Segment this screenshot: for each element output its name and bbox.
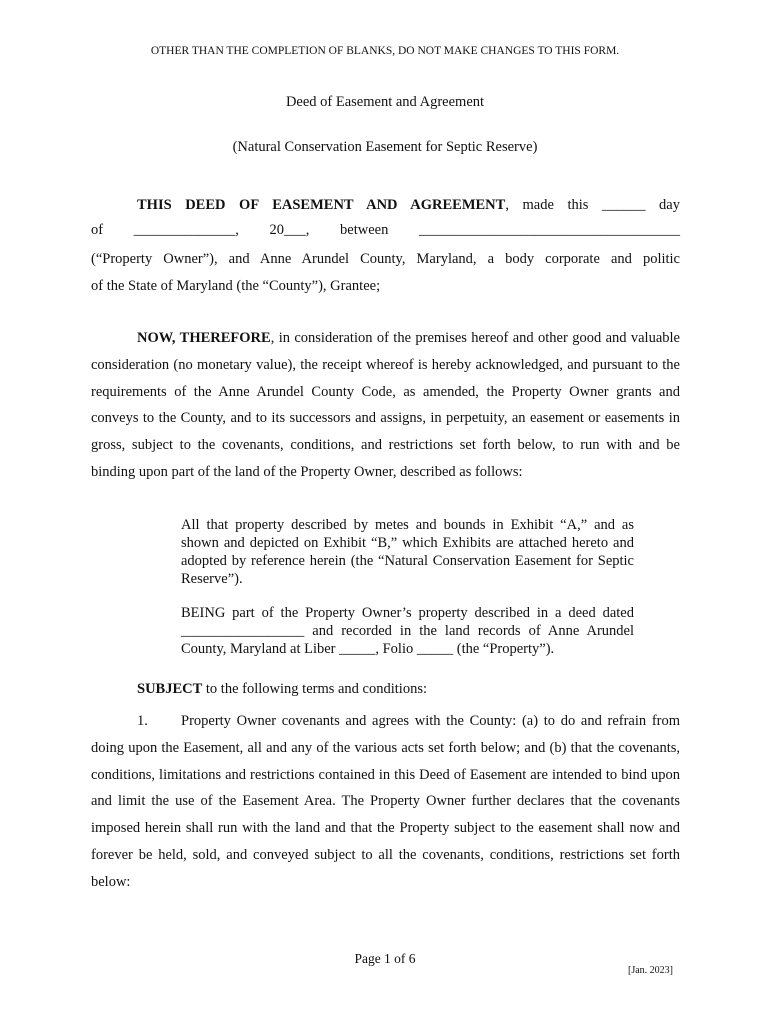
clause-1 [91, 708, 680, 896]
form-notice: OTHER THAN THE COMPLETION OF BLANKS, DO NOT MAKE CHANGES TO THIS FORM. [150, 45, 620, 57]
being-block: BEING part of the Property Owner’s property described in a deed dated _________________ and recorded in the land records of Anne Arundel County, Maryland at Liber _____, Folio _____ (the “Property”). [181, 605, 634, 657]
subject-text: to the following terms and conditions: [202, 681, 428, 697]
intro-between: between [340, 222, 389, 238]
now-therefore-paragraph [91, 325, 680, 486]
intro-line-4: of the State of Maryland (the “County”), Grantee; [91, 278, 381, 294]
clause-1-text: Property Owner covenants and agrees with the County: (a) to do and refrain from doing upon the Easement, all and any of the various acts set forth below; and (b) that the covenants, conditions, limitations and restrictions contained in this Deed of Easement are intended to bind upon and limit the use of the Easement Area. The Property Owner further declares that the covenants imposed herein shall run with the land and that the Property subject to the easement shall now and forever be held, sold, and conveyed subject to all the covenants, conditions, restrictions set forth below: [91, 713, 680, 890]
intro-lead-rest: , made this ______ day [505, 197, 680, 213]
intro-year-blank: 20___, [269, 222, 310, 238]
form-date: [Jan. 2023] [628, 965, 673, 976]
subject-line [91, 676, 680, 703]
document-title: Deed of Easement and Agreement [285, 94, 485, 110]
document-subtitle: (Natural Conservation Easement for Septic Reserve) [232, 139, 538, 155]
subject-lead: SUBJECT [137, 681, 203, 697]
intro-party-blank: ____________________________________ [418, 222, 680, 238]
clause-1-number: 1. [137, 713, 148, 729]
intro-line-3: (“Property Owner”), and Anne Arundel County, Maryland, a body corporate and politic [91, 251, 680, 267]
intro-row-2 [91, 222, 680, 239]
now-therefore-text: , in consideration of the premises hereof and other good and valuable consideration (no monetary value), the receipt whereof is hereby acknowledged, and pursuant to the requirements of the Anne Arundel County Code, as amended, the Property Owner grants and conveys to the County, and to its successors and assigns, in perpetuity, an easement or easements in gross, subject to the covenants, conditions, and restrictions set forth below, to run with and be binding upon part of the land of the Property Owner, described as follows: [91, 330, 680, 480]
intro-of: of [91, 222, 104, 238]
now-therefore-lead: NOW, THEREFORE [137, 330, 271, 346]
exhibit-block: All that property described by metes and bounds in Exhibit “A,” and as shown and depicted on Exhibit “B,” which Exhibits are attached hereto and adopted by reference herein (the “Natural Conservation Easement for Septic Reserve”). [181, 517, 634, 587]
page-number: Page 1 of 6 [354, 951, 416, 966]
intro-date-blank: ______________, [133, 222, 239, 238]
intro-line-1 [91, 192, 680, 219]
intro-lead-bold: THIS DEED OF EASEMENT AND AGREEMENT [137, 197, 506, 213]
